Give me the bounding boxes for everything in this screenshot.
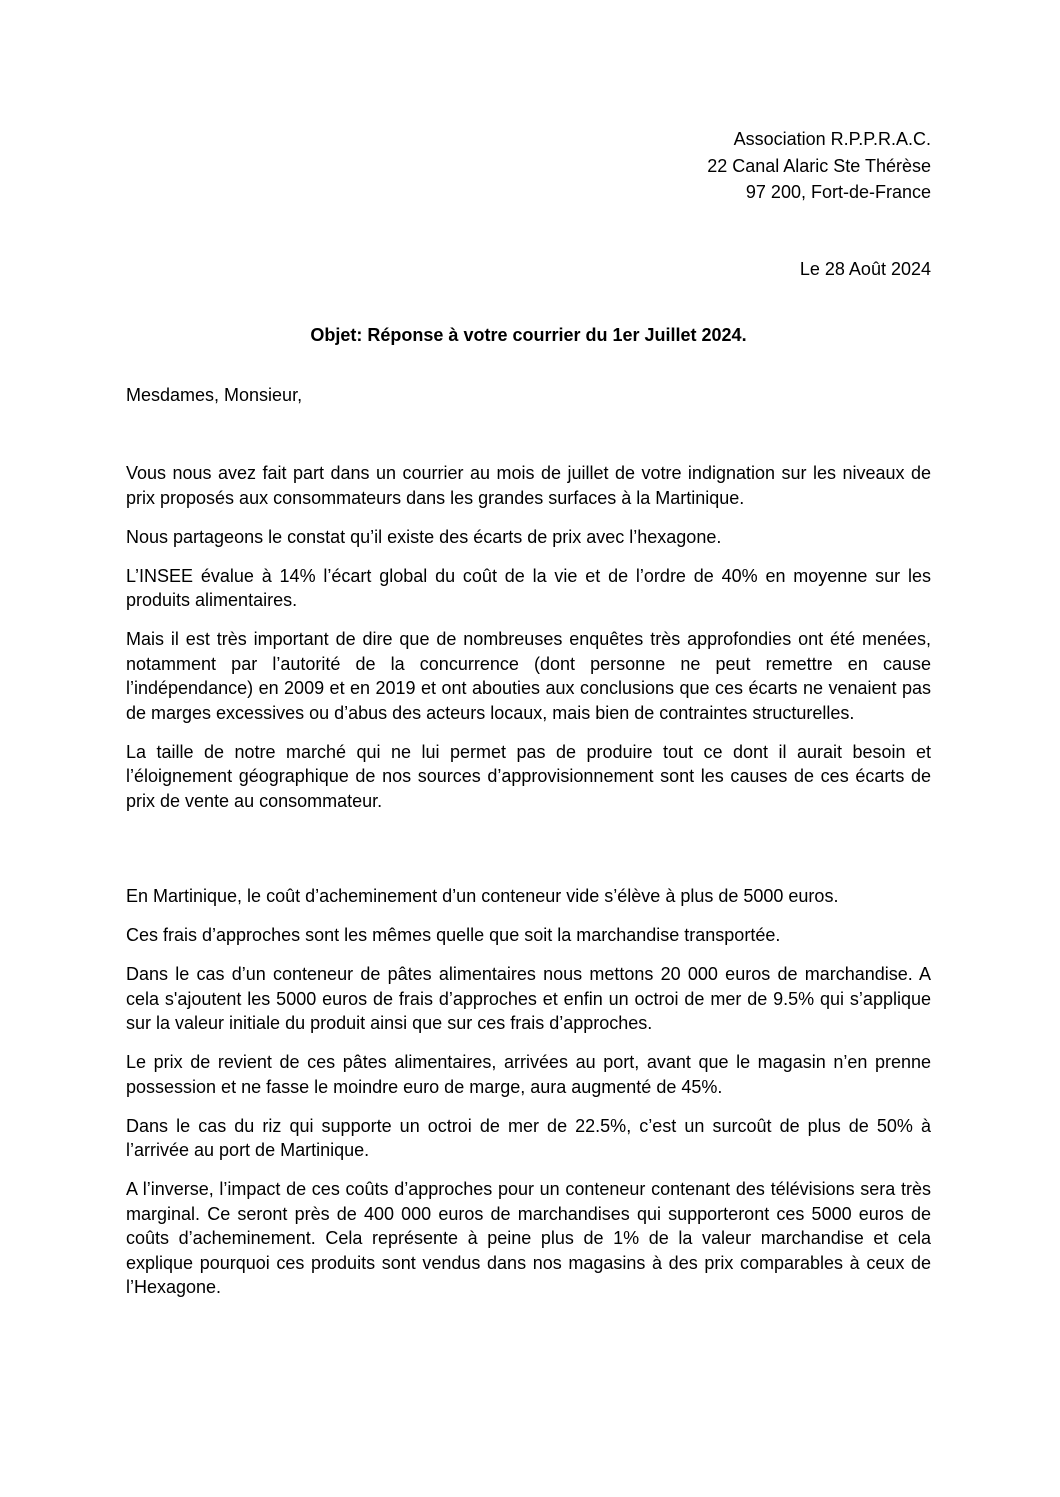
sender-name: Association R.P.P.R.A.C. (733, 129, 931, 149)
body-section-2 (126, 884, 931, 1314)
paragraph: Nous partageons le constat qu’il existe des écarts de prix avec l’hexagone. (126, 526, 722, 547)
sender-city: 97 200, Fort-de-France (745, 182, 931, 202)
salutation: Mesdames, Monsieur, (126, 385, 303, 405)
paragraph: A l’inverse, l’impact de ces coûts d’approches pour un conteneur contenant des télévisions sera très marginal. Ce seront près de 400 000 euros de marchandises qui supporteront ces 5000 euros de coûts d’acheminement. Cela représente à peine plus de 1% de la valeur marchandise et cela explique pourquoi ces produits sont vendus dans nos magasins à des prix comparables à ceux de l’Hexagone. (126, 1179, 931, 1297)
paragraph: La taille de notre marché qui ne lui permet pas de produire tout ce dont il aurait besoin et l’éloignement géographique de nos sources d’approvisionnement sont les causes de ces écarts de prix de vente au consommateur. (126, 741, 931, 811)
paragraph: Mais il est très important de dire que de nombreuses enquêtes très approfondies ont été menées, notamment par l’autorité de la concurrence (dont personne ne peut remettre en cause l’indépendance) en 2009 et en 2019 et ont abouties aux conclusions que ces écarts ne venaient pas de marges excessives ou d’abus des acteurs locaux, mais bien de contraintes structurelles. (126, 629, 931, 723)
body-section-1 (126, 461, 931, 828)
paragraph: Ces frais d’approches sont les mêmes quelle que soit la marchandise transportée. (126, 925, 781, 945)
paragraph: Dans le cas du riz qui supporte un octroi de mer de 22.5%, c’est un surcoût de plus de 50% à l’arrivée au port de Martinique. (126, 1115, 931, 1160)
letter-date: Le 28 Août 2024 (799, 259, 931, 279)
paragraph: En Martinique, le coût d’acheminement d’un conteneur vide s’élève à plus de 5000 euros. (126, 886, 839, 906)
paragraph: Dans le cas d’un conteneur de pâtes alimentaires nous mettons 20 000 euros de marchandise. A cela s'ajoutent les 5000 euros de frais d’approches et enfin un octroi de mer de 9.5% qui s’applique sur la valeur initiale du produit ainsi que sur ces frais d’approches. (126, 964, 931, 1033)
paragraph: Vous nous avez fait part dans un courrier au mois de juillet de votre indignation sur les niveaux de prix proposés aux consommateurs dans les grandes surfaces à la Martinique. (126, 463, 931, 508)
sender-address (707, 126, 931, 206)
paragraph: L’INSEE évalue à 14% l’écart global du coût de la vie et de l’ordre de 40% en moyenne sur les produits alimentaires. (126, 565, 931, 610)
sender-street: 22 Canal Alaric Ste Thérèse (707, 155, 931, 176)
paragraph: Le prix de revient de ces pâtes alimentaires, arrivées au port, avant que le magasin n’en prenne possession et ne fasse le moindre euro de marge, aura augmenté de 45%. (126, 1052, 931, 1097)
letter-subject: Objet: Réponse à votre courrier du 1er Juillet 2024. (310, 325, 747, 345)
